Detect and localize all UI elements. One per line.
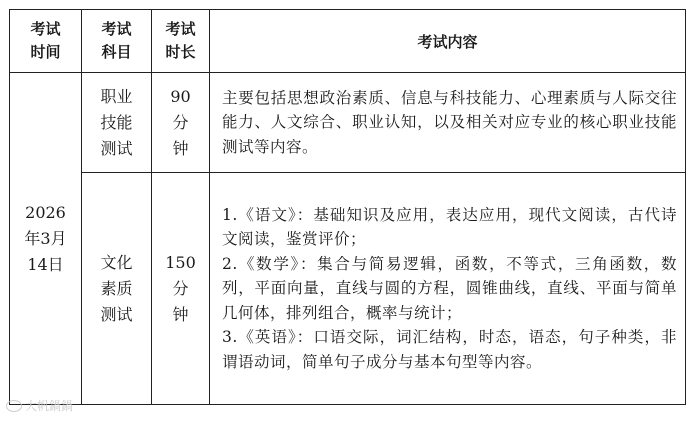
content-paragraph-english: 3.《英语》：口语交际，词汇结构，时态，语态，句子种类，非谓语动词，简单句子成分与基本句型等内容。 [222, 328, 677, 371]
content-paragraph-math: 2.《数学》：集合与简易逻辑，函数，不等式，三角函数，数列，平面向量，直线与圆的方程，圆锥曲线，直线、平面与简单几何体，排列组合，概率与统计； [222, 254, 677, 322]
subject-line: 素质 [100, 278, 133, 298]
weibo-logo-icon [6, 400, 22, 412]
subject-line: 职业 [100, 86, 133, 106]
content-paragraph-chinese: 1.《语文》：基础知识及应用，表达应用，现代文阅读，古代诗文阅读，鉴赏评价； [222, 205, 677, 249]
duration-line: 150 [165, 252, 196, 272]
table-row-cultural [10, 173, 686, 405]
exam-date-day: 14日 [27, 254, 64, 274]
duration-line: 分 [172, 278, 189, 298]
table-row-vocational [10, 73, 686, 173]
header-exam-subject [82, 10, 152, 73]
header-exam-duration [152, 10, 210, 73]
duration-line: 钟 [172, 304, 189, 324]
duration-cell-cultural [152, 173, 210, 405]
duration-line: 90 [170, 86, 191, 106]
header-exam-subject-line1: 考试 [101, 20, 132, 38]
header-exam-duration-line1: 考试 [165, 20, 196, 38]
exam-date-month: 年3月 [24, 228, 67, 248]
subject-line: 测试 [100, 138, 133, 158]
content-cell-vocational [210, 73, 686, 173]
header-exam-duration-line2: 时长 [165, 43, 196, 61]
duration-line: 钟 [172, 138, 189, 158]
watermark-text: 大帆鍋鍋 [25, 399, 74, 413]
duration-line: 分 [172, 112, 189, 132]
subject-cell-cultural [82, 173, 152, 405]
subject-line: 技能 [100, 112, 133, 132]
exam-date-year: 2026 [25, 202, 66, 222]
duration-cell-vocational [152, 73, 210, 173]
header-exam-time-line1: 考试 [30, 20, 61, 38]
header-row [10, 10, 686, 73]
exam-date-cell [10, 73, 82, 405]
header-exam-time-line2: 时间 [30, 43, 61, 61]
header-exam-subject-line2: 科目 [101, 43, 132, 61]
watermark [6, 397, 73, 414]
content-paragraph: 主要包括思想政治素质、信息与科技能力、心理素质与人际交往能力、人文综合、职业认知，以及相关对应专业的核心职业技能测试等内容。 [222, 88, 677, 156]
subject-cell-vocational [82, 73, 152, 173]
content-cell-cultural [210, 173, 686, 405]
header-exam-content: 考试内容 [210, 10, 686, 73]
header-exam-time [10, 10, 82, 73]
exam-schedule-table [9, 9, 686, 405]
subject-line: 文化 [100, 252, 133, 272]
subject-line: 测试 [100, 304, 133, 324]
